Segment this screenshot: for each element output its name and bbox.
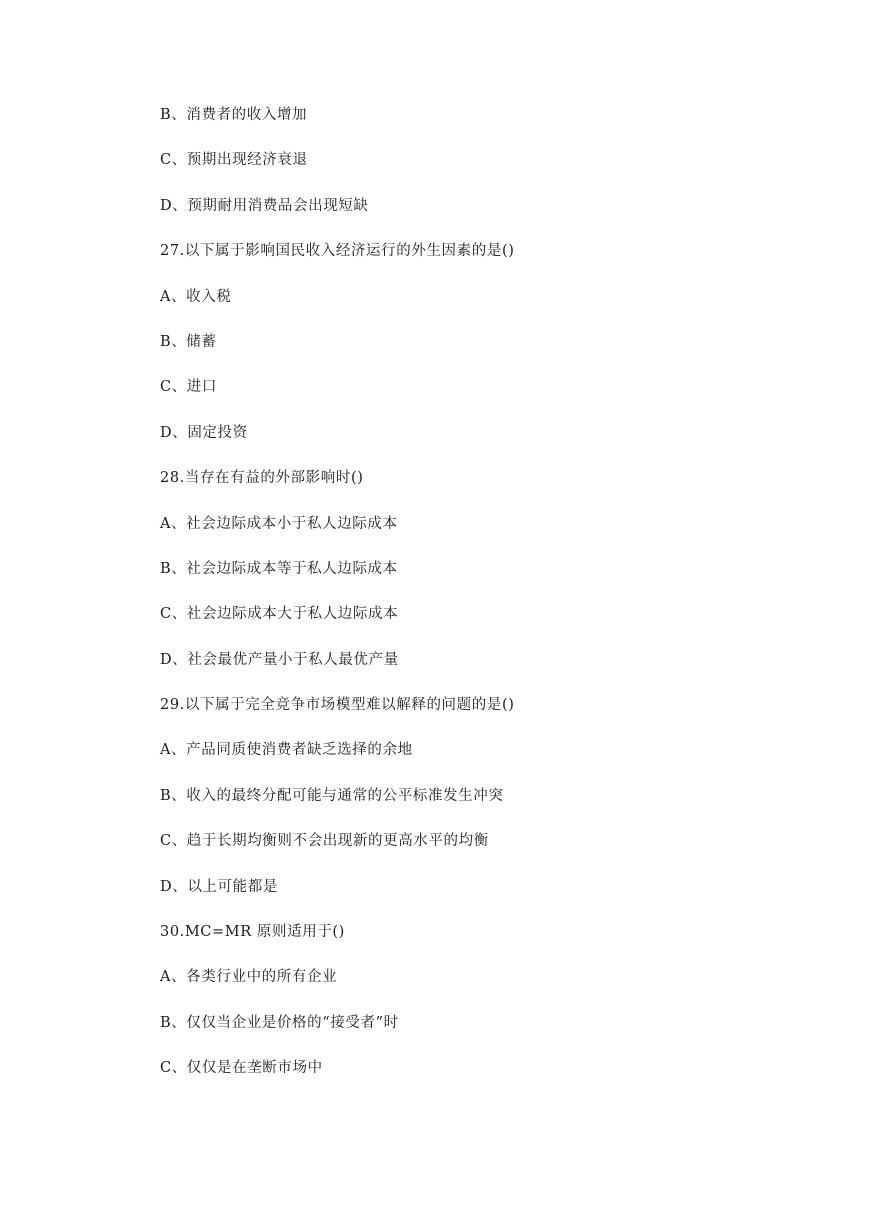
question-line: 30.MC=MR 原则适用于() <box>160 924 345 941</box>
option-line: C、仅仅是在垄断市场中 <box>160 1060 323 1077</box>
option-line: C、社会边际成本大于私人边际成本 <box>160 606 399 623</box>
option-line: D、固定投资 <box>160 424 248 441</box>
option-line: C、预期出现经济衰退 <box>160 152 308 169</box>
option-line: D、社会最优产量小于私人最优产量 <box>160 651 399 668</box>
option-line: B、社会边际成本等于私人边际成本 <box>160 560 398 577</box>
option-line: D、预期耐用消费品会出现短缺 <box>160 197 369 214</box>
option-line: C、进口 <box>160 379 217 396</box>
option-line: B、仅仅当企业是价格的“接受者”时 <box>160 1014 399 1031</box>
option-line: B、收入的最终分配可能与通常的公平标准发生冲突 <box>160 787 504 804</box>
question-line: 28.当存在有益的外部影响时() <box>160 470 364 487</box>
question-text-block <box>160 104 820 1103</box>
option-line: B、储蓄 <box>160 333 217 350</box>
question-line: 29.以下属于完全竞争市场模型难以解释的问题的是() <box>160 697 515 714</box>
option-line: A、社会边际成本小于私人边际成本 <box>160 515 398 532</box>
option-line: A、各类行业中的所有企业 <box>160 969 338 986</box>
question-line: 27.以下属于影响国民收入经济运行的外生因素的是() <box>160 243 515 260</box>
option-line: C、趋于长期均衡则不会出现新的更高水平的均衡 <box>160 833 489 850</box>
option-line: A、收入税 <box>160 288 232 305</box>
option-line: B、消费者的收入增加 <box>160 107 308 123</box>
option-line: D、以上可能都是 <box>160 878 278 895</box>
option-line: A、产品同质使消费者缺乏选择的余地 <box>160 742 413 759</box>
